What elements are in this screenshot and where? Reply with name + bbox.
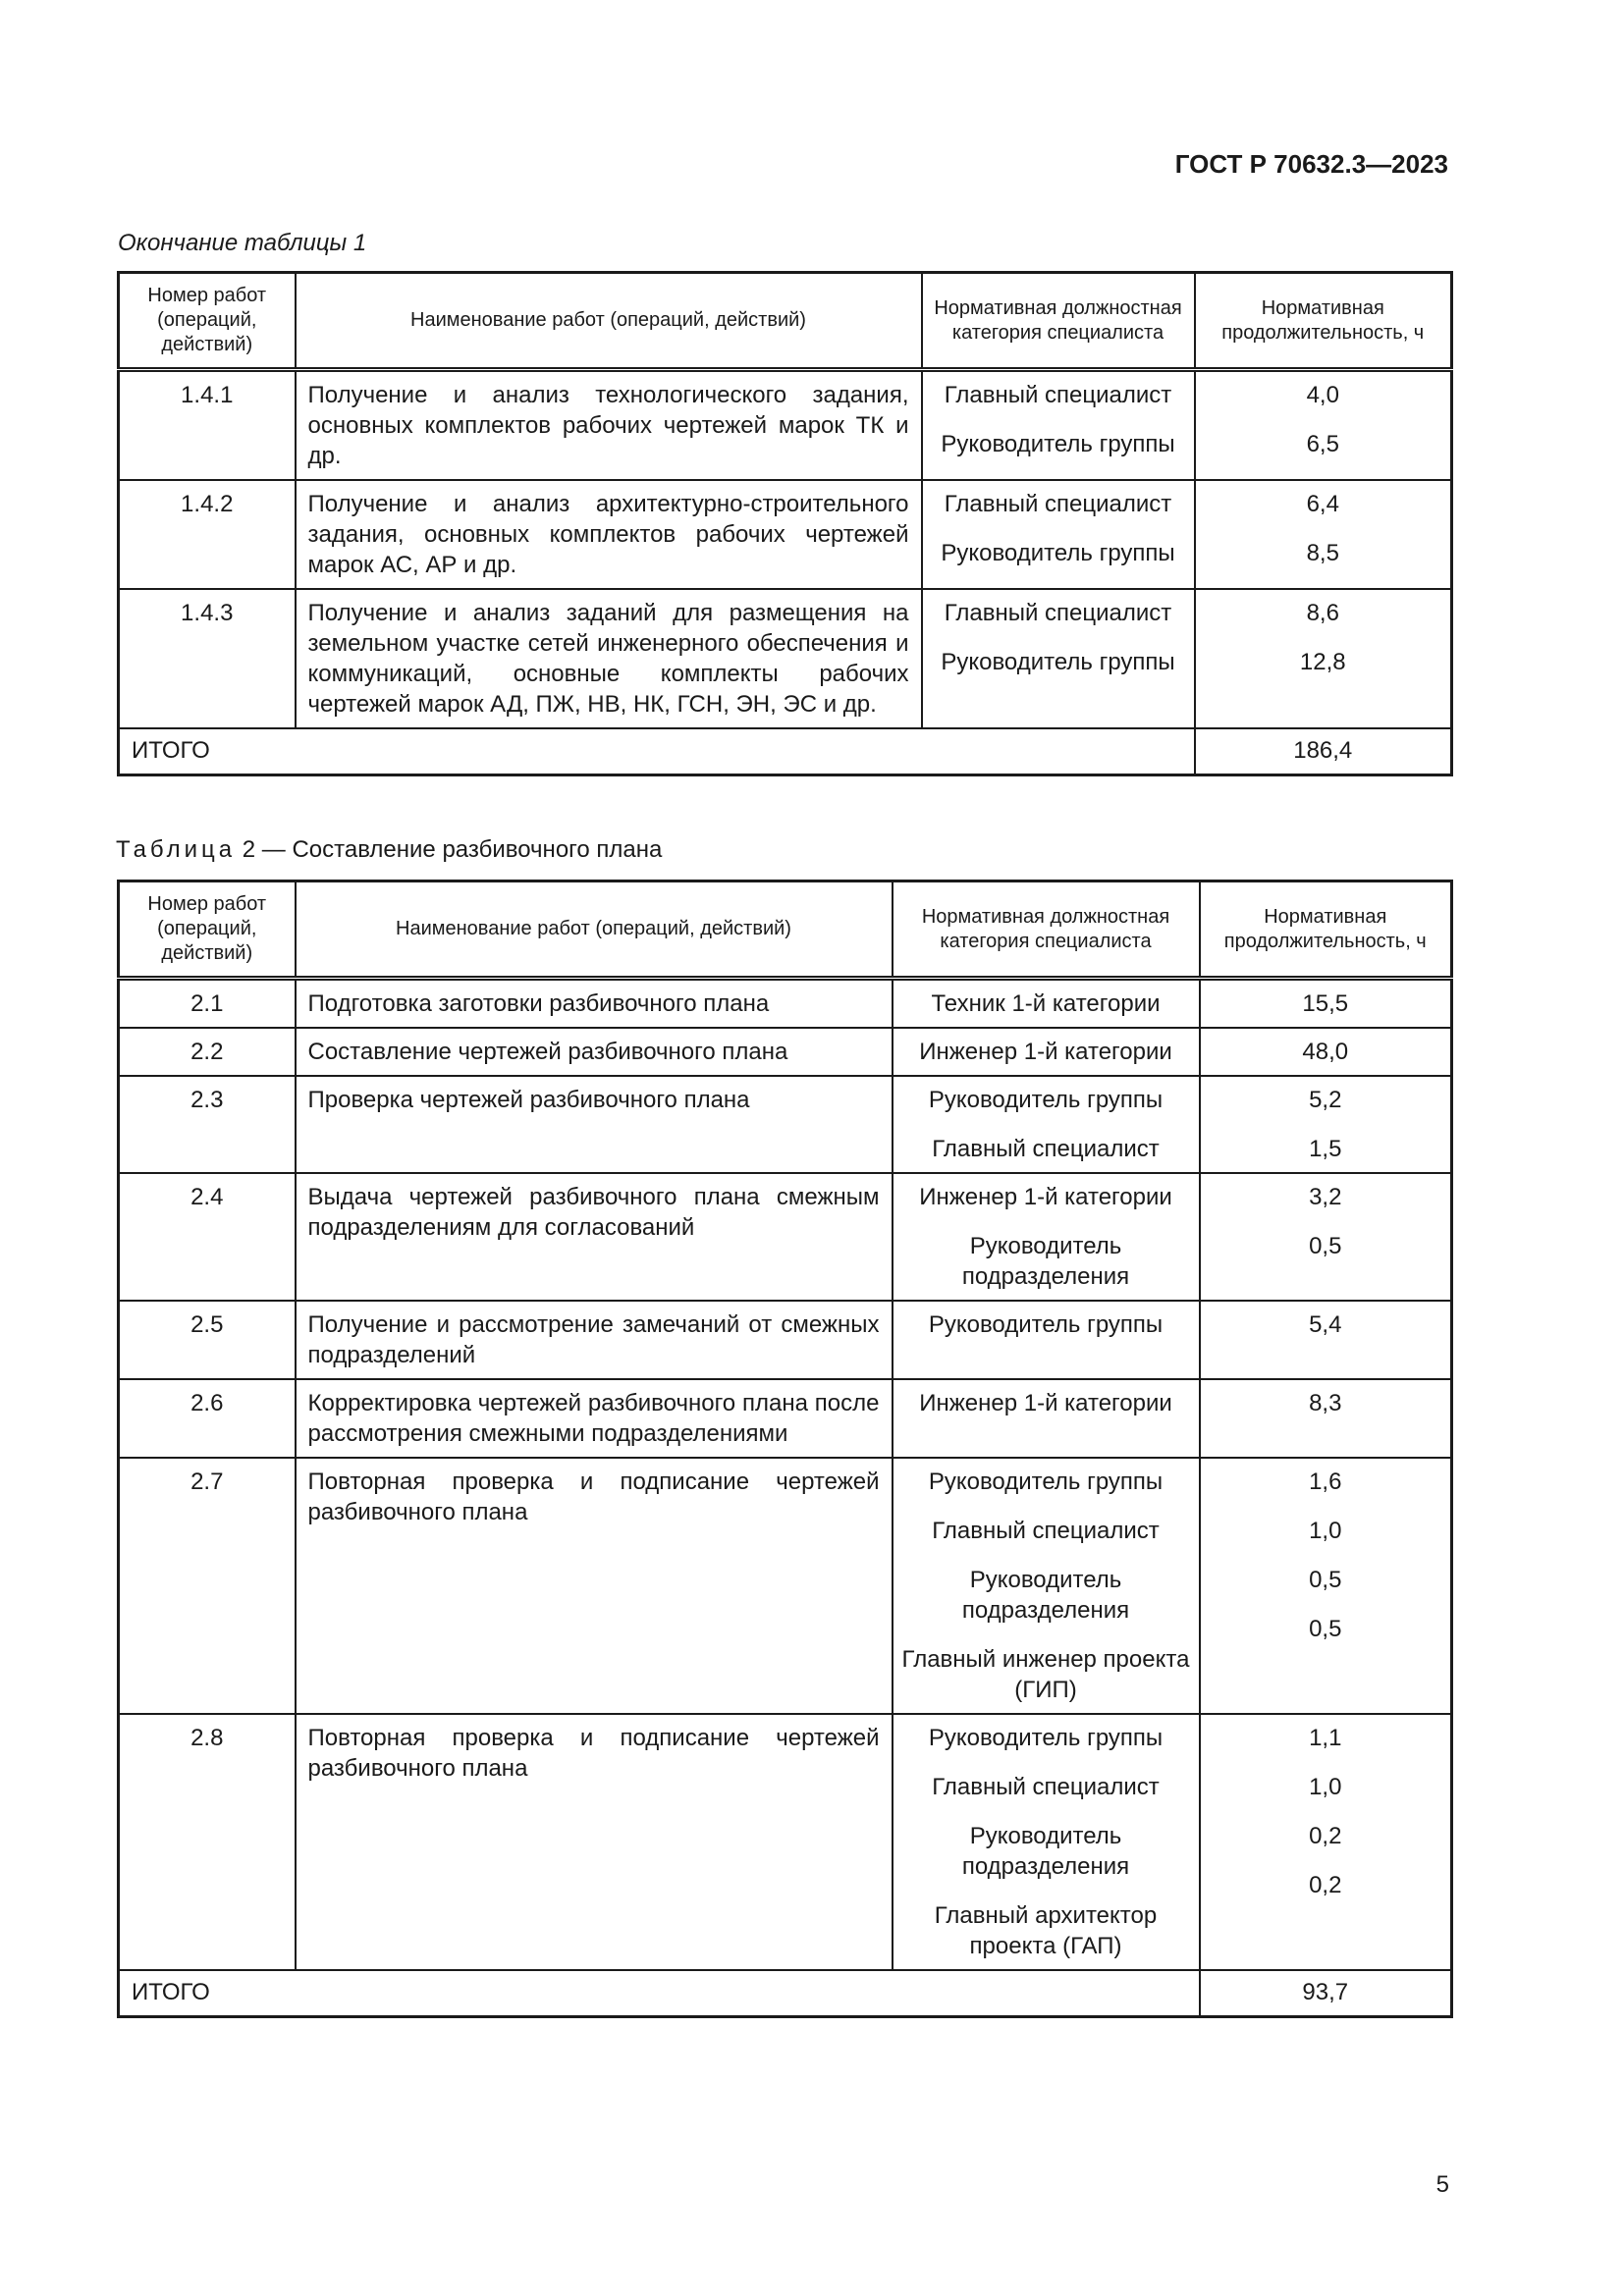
duration-entry: 4,0 xyxy=(1306,382,1339,408)
duration-entry: 3,2 xyxy=(1309,1184,1342,1210)
work-number: 2.1 xyxy=(119,979,296,1029)
total-value: 93,7 xyxy=(1200,1970,1452,2017)
duration-cell xyxy=(1200,1379,1452,1458)
work-number: 2.4 xyxy=(119,1173,296,1301)
category-cell xyxy=(893,1028,1200,1076)
duration-entry: 5,2 xyxy=(1309,1087,1342,1113)
duration-entry: 12,8 xyxy=(1299,649,1346,675)
category-entry: Руководитель подразделения xyxy=(961,1567,1130,1624)
table-2 xyxy=(117,880,1453,2018)
duration-entry: 48,0 xyxy=(1302,1039,1349,1065)
table-row xyxy=(119,370,1452,481)
work-number: 1.4.1 xyxy=(119,370,296,481)
col-header-duration: Нормативная продолжительность, ч xyxy=(1195,273,1452,370)
total-label: ИТОГО xyxy=(119,728,1195,775)
duration-cell xyxy=(1195,589,1452,728)
duration-entry: 0,5 xyxy=(1309,1616,1342,1642)
category-cell xyxy=(922,480,1195,589)
duration-entry: 6,4 xyxy=(1306,491,1339,517)
table-row xyxy=(119,1379,1452,1458)
duration-cell xyxy=(1200,1458,1452,1714)
work-number: 2.7 xyxy=(119,1458,296,1714)
work-name: Получение и анализ архитектурно-строительного задания, основных комплектов рабочих чертежей марок АС, АР и др. xyxy=(296,480,922,589)
table-row xyxy=(119,1714,1452,1970)
total-value: 186,4 xyxy=(1195,728,1452,775)
col-header-category: Нормативная должностная категория специалиста xyxy=(922,273,1195,370)
total-label: ИТОГО xyxy=(119,1970,1200,2017)
category-entry: Главный специалист xyxy=(932,1774,1160,1800)
work-name: Получение и анализ заданий для размещения на земельном участке сетей инженерного обеспечения и коммуникаций, основные комплекты рабочих чертежей марок АД, ПЖ, НВ, НК, ГСН, ЭН, ЭС и др. xyxy=(296,589,922,728)
category-cell xyxy=(893,1173,1200,1301)
duration-entry: 1,0 xyxy=(1309,1774,1342,1800)
category-entry: Руководитель группы xyxy=(928,1087,1164,1113)
category-cell xyxy=(893,1301,1200,1379)
category-cell xyxy=(893,1076,1200,1173)
duration-cell xyxy=(1200,1173,1452,1301)
duration-entry: 0,5 xyxy=(1309,1233,1342,1259)
category-entry: Руководитель подразделения xyxy=(961,1233,1130,1290)
table-1 xyxy=(117,271,1453,776)
duration-entry: 8,6 xyxy=(1306,600,1339,626)
category-entry: Инженер 1-й категории xyxy=(919,1390,1172,1416)
category-entry: Руководитель группы xyxy=(928,1468,1164,1495)
table-row xyxy=(119,1173,1452,1301)
duration-cell xyxy=(1200,1028,1452,1076)
table2-header-row xyxy=(119,881,1452,979)
category-entry: Руководитель группы xyxy=(941,540,1175,566)
work-number: 2.2 xyxy=(119,1028,296,1076)
duration-entry: 8,3 xyxy=(1309,1390,1342,1416)
work-number: 2.6 xyxy=(119,1379,296,1458)
col-header-duration: Нормативная продолжительность, ч xyxy=(1200,881,1452,979)
category-entry: Руководитель подразделения xyxy=(961,1823,1130,1880)
table2-body xyxy=(119,979,1452,1971)
work-name: Повторная проверка и подписание чертежей разбивочного плана xyxy=(296,1714,893,1970)
category-entry: Главный архитектор проекта (ГАП) xyxy=(934,1902,1158,1959)
work-number: 2.8 xyxy=(119,1714,296,1970)
col-header-category: Нормативная должностная категория специалиста xyxy=(893,881,1200,979)
category-entry: Главный специалист xyxy=(944,600,1172,626)
category-entry: Главный специалист xyxy=(932,1518,1160,1544)
table1-caption: Окончание таблицы 1 xyxy=(118,230,367,256)
table-row xyxy=(119,589,1452,728)
table-row xyxy=(119,1076,1452,1173)
work-number: 1.4.3 xyxy=(119,589,296,728)
work-name: Составление чертежей разбивочного плана xyxy=(296,1028,893,1076)
category-entry: Руководитель группы xyxy=(928,1725,1164,1751)
work-name: Выдача чертежей разбивочного плана смежным подразделениям для согласований xyxy=(296,1173,893,1301)
duration-entry: 1,1 xyxy=(1309,1725,1342,1751)
work-name: Повторная проверка и подписание чертежей разбивочного плана xyxy=(296,1458,893,1714)
category-entry: Главный специалист xyxy=(944,382,1172,408)
category-entry: Руководитель группы xyxy=(928,1311,1164,1338)
duration-cell xyxy=(1200,1301,1452,1379)
table1-total-row xyxy=(119,728,1452,775)
duration-cell xyxy=(1200,979,1452,1029)
table2-caption-title: 2 — Составление разбивочного плана xyxy=(242,836,663,863)
standard-designation: ГОСТ Р 70632.3—2023 xyxy=(1174,149,1448,179)
col-header-name: Наименование работ (операций, действий) xyxy=(296,881,893,979)
category-entry: Техник 1-й категории xyxy=(931,990,1161,1017)
work-name: Подготовка заготовки разбивочного плана xyxy=(296,979,893,1029)
category-cell xyxy=(922,589,1195,728)
category-cell xyxy=(893,979,1200,1029)
col-header-number: Номер работ (операций, действий) xyxy=(119,273,296,370)
duration-entry: 6,5 xyxy=(1306,431,1339,457)
duration-entry: 0,2 xyxy=(1309,1872,1342,1898)
duration-entry: 0,5 xyxy=(1309,1567,1342,1593)
category-cell xyxy=(893,1379,1200,1458)
work-number: 2.3 xyxy=(119,1076,296,1173)
table1-header-row xyxy=(119,273,1452,370)
duration-entry: 1,0 xyxy=(1309,1518,1342,1544)
category-entry: Главный специалист xyxy=(932,1136,1160,1162)
category-cell xyxy=(893,1714,1200,1970)
duration-entry: 1,5 xyxy=(1309,1136,1342,1162)
work-name: Проверка чертежей разбивочного плана xyxy=(296,1076,893,1173)
table2-total-row xyxy=(119,1970,1452,2017)
table2-caption-word: Таблица xyxy=(116,836,237,863)
duration-cell xyxy=(1195,480,1452,589)
category-entry: Главный специалист xyxy=(944,491,1172,517)
table-row xyxy=(119,480,1452,589)
duration-entry: 0,2 xyxy=(1309,1823,1342,1849)
work-name: Получение и анализ технологического задания, основных комплектов рабочих чертежей марок ТК и др. xyxy=(296,370,922,481)
work-name: Получение и рассмотрение замечаний от смежных подразделений xyxy=(296,1301,893,1379)
duration-cell xyxy=(1200,1076,1452,1173)
col-header-number: Номер работ (операций, действий) xyxy=(119,881,296,979)
work-name: Корректировка чертежей разбивочного плана после рассмотрения смежными подразделениями xyxy=(296,1379,893,1458)
col-header-name: Наименование работ (операций, действий) xyxy=(296,273,922,370)
duration-cell xyxy=(1200,1714,1452,1970)
duration-entry: 1,6 xyxy=(1309,1468,1342,1495)
table-row xyxy=(119,1301,1452,1379)
category-entry: Инженер 1-й категории xyxy=(919,1184,1172,1210)
duration-entry: 15,5 xyxy=(1302,990,1349,1017)
table-row xyxy=(119,1028,1452,1076)
table2-caption xyxy=(116,836,662,864)
category-entry: Руководитель группы xyxy=(941,649,1175,675)
duration-entry: 5,4 xyxy=(1309,1311,1342,1338)
page-number: 5 xyxy=(1435,2171,1449,2198)
duration-entry: 8,5 xyxy=(1306,540,1339,566)
table1-body xyxy=(119,370,1452,729)
category-cell xyxy=(893,1458,1200,1714)
category-entry: Руководитель группы xyxy=(941,431,1175,457)
category-cell xyxy=(922,370,1195,481)
work-number: 1.4.2 xyxy=(119,480,296,589)
work-number: 2.5 xyxy=(119,1301,296,1379)
table-row xyxy=(119,979,1452,1029)
duration-cell xyxy=(1195,370,1452,481)
category-entry: Инженер 1-й категории xyxy=(919,1039,1172,1065)
category-entry: Главный инженер проекта (ГИП) xyxy=(901,1646,1190,1703)
table-row xyxy=(119,1458,1452,1714)
